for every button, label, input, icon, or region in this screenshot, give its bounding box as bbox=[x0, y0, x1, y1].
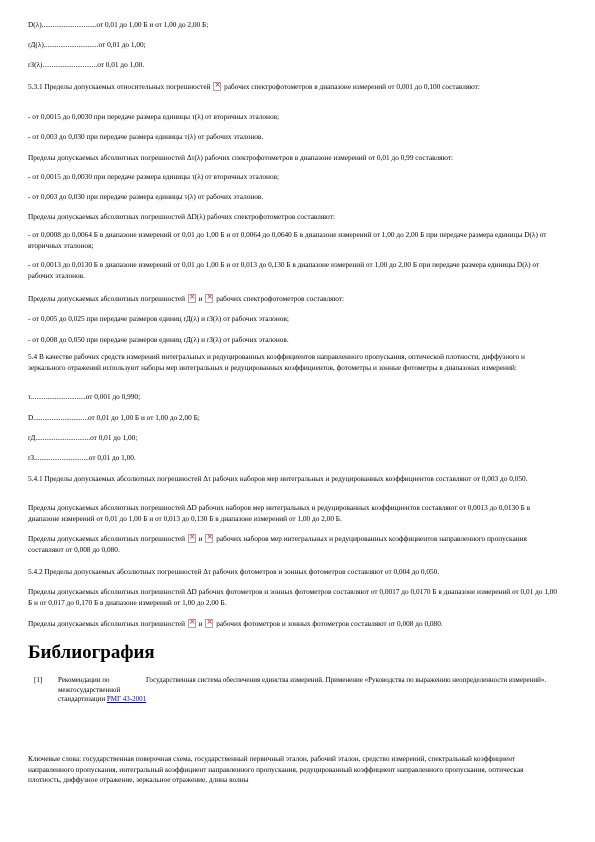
paragraph-5-3-1-start: 5.3.1 Пределы допускаемых относительных погрешностей bbox=[28, 82, 211, 91]
bibliography-number: [1] bbox=[34, 676, 43, 684]
broken-image-icon bbox=[188, 619, 196, 628]
paragraph-abs-r-end: рабочих спектрофотометров составляют: bbox=[216, 294, 345, 303]
broken-image-icon bbox=[213, 82, 221, 91]
bullet-item: - от 0,005 до 0,025 при передаче размеров единиц rД(λ) и rЗ(λ) от рабочих эталонов; bbox=[28, 314, 289, 323]
range-d-line: D..............................от 0,01 до 1,00 Б и от 1,00 до 2,00 Б; bbox=[28, 413, 200, 422]
paragraph-5-4-1-r bbox=[28, 534, 558, 555]
bullet-item: - от 0,0008 до 0,0064 Б в диапазоне измерений от 0,01 до 1,00 Б и от 0,0064 до 0,0640 Б в диапазоне измерений от 1,00 до 2,00 Б при передаче размера единицы D(λ) от вторичных эталонов; bbox=[28, 230, 547, 250]
paragraph-abs-r-start: Пределы допускаемых абсолютных погрешностей bbox=[28, 294, 186, 303]
paragraph-abs-tau: Пределы допускаемых абсолютных погрешностей Δτ(λ) рабочих спектрофотометров в диапазоне измерений от 0,01 до 0,99 составляют: bbox=[28, 153, 454, 162]
keywords-paragraph: Ключевые слова: государственная поверочная схема, государственный первичный эталон, рабочий эталон, средство измерений, спектральный коэффициент направленного пропускания, интегральный коэффициент направленного пропускания, редуцированный коэффициент направленного пропускания, оптическая плотность, диффузное отражение, зеркальное отражение, длина волны bbox=[28, 754, 524, 784]
range-tau-line: τ..............................от 0,001 до 0,990; bbox=[28, 392, 141, 401]
range-rz-line: rЗ..............................от 0,01 до 1,00. bbox=[28, 453, 136, 462]
bullet-item: - от 0,008 до 0,050 при передаче размеров единиц rД(λ) и rЗ(λ) от рабочих эталонов. bbox=[28, 335, 289, 344]
broken-image-icon bbox=[205, 294, 213, 303]
bullet-item: - от 0,003 до 0,030 при передаче размера единицы τ(λ) от рабочих эталонов. bbox=[28, 132, 264, 141]
bibliography-source-text: Рекомендации по межгосударственной стандартизации bbox=[58, 676, 121, 703]
range-rz-line: rЗ(λ)..............................от 0,01 до 1,00. bbox=[28, 60, 145, 69]
paragraph-5-4-2: 5.4.2 Пределы допускаемых абсолютных погрешностей Δτ рабочих фотометров и зонных фотометров составляют от 0,004 до 0,050. bbox=[28, 567, 440, 576]
rmg-43-2001-link[interactable]: РМГ 43-2001 bbox=[106, 695, 147, 703]
bullet-item: - от 0,003 до 0,030 при передаче размера единицы τ(λ) от рабочих эталонов. bbox=[28, 192, 264, 201]
bibliography-heading: Библиография bbox=[28, 642, 155, 663]
paragraph-5-4-1-d: Пределы допускаемых абсолютных погрешностей ΔD рабочих наборов мер интегральных и редуцированных коэффициентов составляют от 0,0013 до 0,0130 Б в диапазоне измерений от 0,01 до 1,00 Б и от 0,013 до 0,130 Б в диапазоне измерений от 1,00 до 2,00 Б. bbox=[28, 503, 531, 523]
bibliography-title: Государственная система обеспечения единства измерений. Применение «Руководства по выражению неопределенности измерений». bbox=[146, 676, 547, 684]
bibliography-source bbox=[58, 676, 158, 705]
paragraph-5-4-2-r bbox=[28, 619, 558, 630]
range-rd-line: rД(λ)..............................от 0,01 до 1,00; bbox=[28, 40, 146, 49]
paragraph-start: Пределы допускаемых абсолютных погрешностей bbox=[28, 619, 186, 628]
conjunction: и bbox=[198, 619, 203, 628]
range-rd-line: rД..............................от 0,01 до 1,00; bbox=[28, 433, 138, 442]
paragraph-5-3-1 bbox=[28, 82, 558, 93]
paragraph-5-4-1: 5.4.1 Пределы допускаемых абсолютных погрешностей Δτ рабочих наборов мер интегральных и редуцированных коэффициентов составляют от 0,003 до 0,050. bbox=[28, 474, 528, 483]
broken-image-icon bbox=[205, 619, 213, 628]
paragraph-5-4: 5.4 В качестве рабочих средств измерений интегральных и редуцированных коэффициентов направленного пропускания, оптической плотности, диффузного и зеркального отражений используют наборы мер интегральных и редуцированных коэффициентов, фотометры и зонные фотометры в диапазонах измерений: bbox=[28, 352, 525, 372]
paragraph-end: рабочих наборов мер интегральных и редуцированных коэффициентов направленного пропускания составляют от 0,008 до 0,080. bbox=[28, 534, 527, 554]
paragraph-abs-r bbox=[28, 294, 558, 305]
broken-image-icon bbox=[205, 534, 213, 543]
range-d-line: D(λ)..............................от 0,01 до 1,00 Б и от 1,00 до 2,00 Б; bbox=[28, 20, 209, 29]
conjunction: и bbox=[198, 294, 203, 303]
bullet-item: - от 0,0015 до 0,0030 при передаче размера единицы τ(λ) от вторичных эталонов; bbox=[28, 112, 280, 121]
paragraph-5-4-2-d: Пределы допускаемых абсолютных погрешностей ΔD рабочих фотометров и зонных фотометров составляют от 0,0017 до 0,0170 Б в диапазоне измерений от 0,01 до 1,00 Б и от 0,017 до 0,170 Б в диапазоне измерений от 1,00 до 2,00 Б. bbox=[28, 587, 558, 607]
paragraph-abs-d: Пределы допускаемых абсолютных погрешностей ΔD(λ) рабочих спектрофотометров составляют: bbox=[28, 212, 335, 221]
paragraph-start: Пределы допускаемых абсолютных погрешностей bbox=[28, 534, 186, 543]
conjunction: и bbox=[198, 534, 203, 543]
broken-image-icon bbox=[188, 534, 196, 543]
paragraph-end: рабочих фотометров и зонных фотометров составляют от 0,008 до 0,080. bbox=[216, 619, 443, 628]
paragraph-5-3-1-end: рабочих спектрофотометров в диапазоне измерений от 0,001 до 0,100 составляют: bbox=[224, 82, 480, 91]
bullet-item: - от 0,0013 до 0,0130 Б в диапазоне измерений от 0,01 до 1,00 Б и от 0,013 до 0,130 Б в диапазоне измерений от 1,00 до 2,00 Б при передаче размера единицы D(λ) от рабочих эталонов. bbox=[28, 260, 540, 280]
bullet-item: - от 0,0015 до 0,0030 при передаче размера единицы τ(λ) от вторичных эталонов; bbox=[28, 172, 280, 181]
broken-image-icon bbox=[188, 294, 196, 303]
